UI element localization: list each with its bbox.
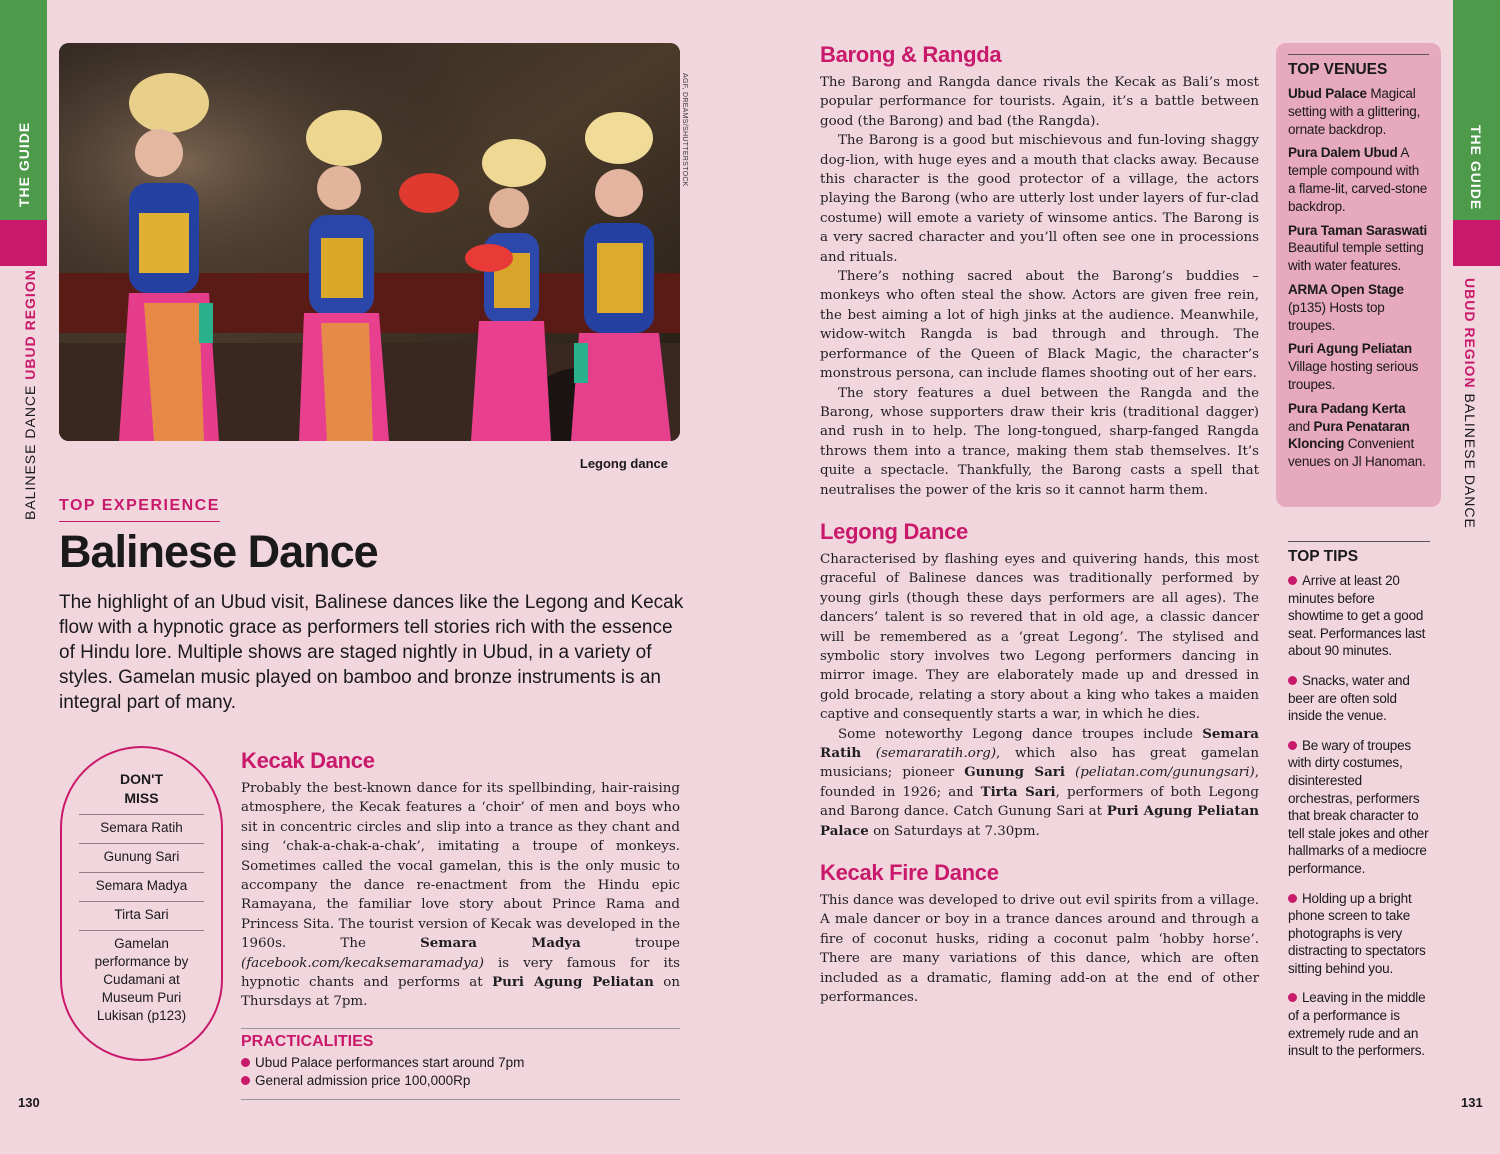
venue-name: Pura Padang Kerta — [1288, 400, 1406, 416]
venue-item — [1288, 281, 1429, 334]
dont-miss-item: Gunung Sari — [79, 843, 204, 872]
kecak-text: on Thursdays at 7pm. — [241, 975, 680, 1010]
legong-body — [820, 550, 1259, 841]
practicalities-box — [241, 1028, 680, 1090]
legong-text: , performers of both Legong and Barong dance. Catch Gunung Sari at — [820, 784, 1259, 820]
venue-desc: (p135) Hosts top troupes. — [1288, 299, 1385, 333]
legong-heading: Legong Dance — [820, 519, 968, 544]
right-section-tab — [1453, 220, 1500, 266]
practicalities-item — [241, 1072, 680, 1090]
bullet-icon — [1288, 676, 1297, 685]
barong-heading: Barong & Rangda — [820, 42, 1002, 67]
legong-text: , founded in 1926; and — [820, 765, 1259, 800]
venue-desc: A temple compound with a flame-lit, carved-stone backdrop. — [1288, 145, 1428, 214]
photo-caption: Legong dance — [579, 456, 668, 471]
legong-troupe-link[interactable]: (peliatan.com/gunungsari) — [1075, 765, 1255, 781]
tip-text: Be wary of troupes with dirty costumes, disinterested orchestras, performers that break character to tell stale jokes and other hallmarks of a mediocre performance. — [1288, 737, 1429, 876]
top-venues-heading: TOP VENUES — [1288, 54, 1429, 79]
practicalities-text: Ubud Palace performances start around 7pm — [255, 1055, 525, 1070]
bullet-icon — [241, 1076, 250, 1085]
venue-name: Pura Taman Saraswati — [1288, 222, 1428, 238]
venue-item — [1288, 222, 1429, 275]
left-header-region: UBUD REGION — [22, 269, 38, 380]
venue-item — [1288, 85, 1429, 138]
barong-paragraph: The Barong is a good but mischievous and fun-loving shaggy dog-lion, with huge eyes and a mouth that clacks away. Because this character is the good protector of a village, the actors playing the Barong (who are utterly lost under layers of fur-clad costume) will emote a variety of winsome antics. The Barong is a very sacred character and you’ll often see one in processions and rituals. — [820, 133, 1259, 265]
kecak-body — [241, 779, 680, 1012]
fire-dance-paragraph: This dance was developed to drive out evil spirits from a village. A male dancer or boy in a trance dances around and through a fire of coconut husks, riding a coconut palm ‘hobby horse’. There are many variations of this dance, which are often included as a dramatic, flaming add-on at the end of other performances. — [820, 893, 1259, 1006]
dont-miss-item: Semara Ratih — [79, 814, 204, 843]
kecak-text: is very famous for its hypnotic chants and performs at — [241, 955, 680, 991]
venue-name: Ubud Palace — [1288, 86, 1367, 101]
bullet-icon — [241, 1058, 250, 1067]
dont-miss-item: Tirta Sari — [79, 901, 204, 930]
legong-text: on Saturdays at 7.30pm. — [868, 823, 1040, 839]
legong-text: , which also has great gamelan musicians; pioneer — [820, 746, 1259, 781]
page-title: Balinese Dance — [59, 526, 378, 577]
top-venues-box — [1276, 43, 1441, 507]
legong-troupe-name: Tirta Sari — [980, 783, 1056, 800]
right-running-header — [1462, 278, 1478, 529]
kecak-venue-name: Puri Agung Peliatan — [492, 974, 654, 991]
venue-desc: Beautiful temple setting with water features. — [1288, 240, 1424, 274]
barong-paragraph: There’s nothing sacred about the Barong’s buddies – monkeys who often steal the show. Actors are given free rein, the best aiming a lot of high jinks at the audience. Meanwhile, widow-witch Rangda is bad through and through. The performance of the Queen of Black Magic, the character’s monstrous persona, can include flames shooting out of her ears. — [820, 269, 1259, 382]
tip-item — [1288, 572, 1430, 660]
venue-desc: Convenient venues on Jl Hanoman. — [1288, 436, 1426, 470]
practicalities-item — [241, 1054, 680, 1072]
venue-name: Pura Penataran Kloncing — [1288, 418, 1410, 452]
tip-text: Leaving in the middle of a performance is extremely rude and an insult to the performers. — [1288, 990, 1426, 1059]
tip-item — [1288, 672, 1430, 725]
top-tips-box — [1288, 541, 1430, 1072]
left-running-header — [22, 269, 38, 520]
fire-dance-heading: Kecak Fire Dance — [820, 860, 999, 885]
bullet-icon — [1288, 576, 1297, 585]
dont-miss-title-line2: MISS — [124, 790, 159, 806]
venue-name: ARMA Open Stage — [1288, 281, 1404, 297]
barong-paragraph: The Barong and Rangda dance rivals the Kecak as Bali’s most popular performance for tourists. Again, it’s a battle between good (the Barong) and bad (the Rangda). — [820, 75, 1259, 129]
dont-miss-title — [79, 770, 204, 808]
left-page-number: 130 — [18, 1095, 40, 1110]
tip-item — [1288, 737, 1430, 878]
kecak-troupe-link[interactable]: (facebook.com/kecaksemaramadya) — [241, 955, 484, 971]
legong-troupe-link[interactable]: (semararatih.org) — [875, 746, 997, 762]
top-tips-heading: TOP TIPS — [1288, 541, 1430, 566]
practicalities-text: General admission price 100,000Rp — [255, 1073, 471, 1088]
legong-dance-photo — [59, 43, 680, 441]
venue-item — [1288, 400, 1429, 471]
legong-troupe-name: Semara Ratih — [820, 725, 1259, 762]
kecak-heading: Kecak Dance — [241, 748, 375, 773]
left-section-tab — [0, 220, 47, 266]
legong-paragraph — [820, 725, 1259, 841]
photo-credit: AGF, DREAMS/SHUTTERSTOCK — [681, 73, 688, 187]
tip-item — [1288, 989, 1430, 1059]
tip-text: Snacks, water and beer are often sold inside the venue. — [1288, 672, 1410, 724]
kecak-troupe-name: Semara Madya — [420, 935, 581, 952]
barong-paragraph: The story features a duel between the Rangda and the Barong, whose supporters draw their kris (traditional dagger) and rush in to help. The long-tongued, sharp-fanged Rangda throws them into a trance, making them stab themselves. It’s quite a spectacle. Thankfully, the Barong casts a spell that neutralises the power of the kris so it cannot harm them. — [820, 385, 1259, 498]
venue-desc: and — [1288, 418, 1314, 434]
practicalities-divider — [241, 1099, 680, 1100]
fire-dance-body — [820, 891, 1259, 1007]
dont-miss-item: Semara Madya — [79, 872, 204, 901]
venue-name: Puri Agung Peliatan — [1288, 341, 1412, 357]
legong-photo-illustration — [59, 43, 680, 441]
venue-desc: Village hosting serious troupes. — [1288, 359, 1419, 392]
bullet-icon — [1288, 741, 1297, 750]
left-header-topic: BALINESE DANCE — [22, 384, 38, 520]
venue-desc: Magical setting with a glittering, ornate backdrop. — [1288, 86, 1421, 137]
dont-miss-box — [60, 746, 223, 1061]
venue-name: Pura Dalem Ubud — [1288, 145, 1398, 161]
dont-miss-title-line1: DON'T — [120, 771, 163, 787]
right-header-region: UBUD REGION — [1462, 278, 1478, 389]
left-guide-tab-label: THE GUIDE — [16, 121, 32, 207]
practicalities-heading: PRACTICALITIES — [241, 1033, 374, 1050]
right-header-topic: BALINESE DANCE — [1462, 393, 1478, 529]
right-guide-tab-label: THE GUIDE — [1468, 125, 1484, 211]
legong-paragraph: Characterised by flashing eyes and quivering hands, this most graceful of Balinese dances was traditionally performed by young girls (though these days performers are all ages). The dancers’ talent is so revered that in old age, a classic dancer will be remembered as a ‘great Legong’. The stylised and symbolic story involves two Legong performers dancing in mirror image. They are elaborately made up and dressed in gold brocade, relating a story about a king who takes a maiden captive and consequently starts a war, in which he dies. — [820, 552, 1259, 723]
legong-troupe-name: Gunung Sari — [964, 764, 1065, 781]
bullet-icon — [1288, 894, 1297, 903]
intro-paragraph: The highlight of an Ubud visit, Balinese dances like the Legong and Kecak flow with a hypnotic grace as performers tell stories rich with the essence of Hindu lore. Multiple shows are staged nightly in Ubud, in a variety of styles. Gamelan music played on bamboo and bronze instruments is an integral part of many. — [59, 592, 684, 713]
bullet-icon — [1288, 993, 1297, 1002]
venue-item — [1288, 144, 1429, 215]
tip-item — [1288, 890, 1430, 978]
dont-miss-item: Gamelan performance by Cudamani at Museum Puri Lukisan (p123) — [79, 930, 204, 1031]
kecak-text: troupe — [580, 936, 680, 952]
kecak-text: Probably the best-known dance for its spellbinding, hair-raising atmosphere, the Kecak features a ‘choir’ of men and boys who sit in concentric circles and slip into a trance as they chant and sing ‘chak-a-chak-a-chak’, imitating a troupe of monkeys. Sometimes called the vocal gamelan, this is the only music to accompany the dance re-enactment from the Hindu epic Ramayana, the familiar love story about Prince Rama and Princess Sita. The tourist version of Kecak was developed in the 1960s. The — [241, 781, 680, 952]
tip-text: Arrive at least 20 minutes before showtime to get a good seat. Performances last about 90 minutes. — [1288, 573, 1426, 659]
top-experience-label: TOP EXPERIENCE — [59, 497, 220, 522]
venue-item — [1288, 340, 1429, 393]
tip-text: Holding up a bright phone screen to take photographs is very distracting to spectators sitting behind you. — [1288, 890, 1426, 976]
right-page-number: 131 — [1461, 1095, 1483, 1110]
barong-body — [820, 73, 1259, 500]
legong-venue-name: Puri Agung Peliatan Palace — [820, 803, 1259, 839]
legong-text: Some noteworthy Legong dance troupes include — [838, 726, 1203, 742]
